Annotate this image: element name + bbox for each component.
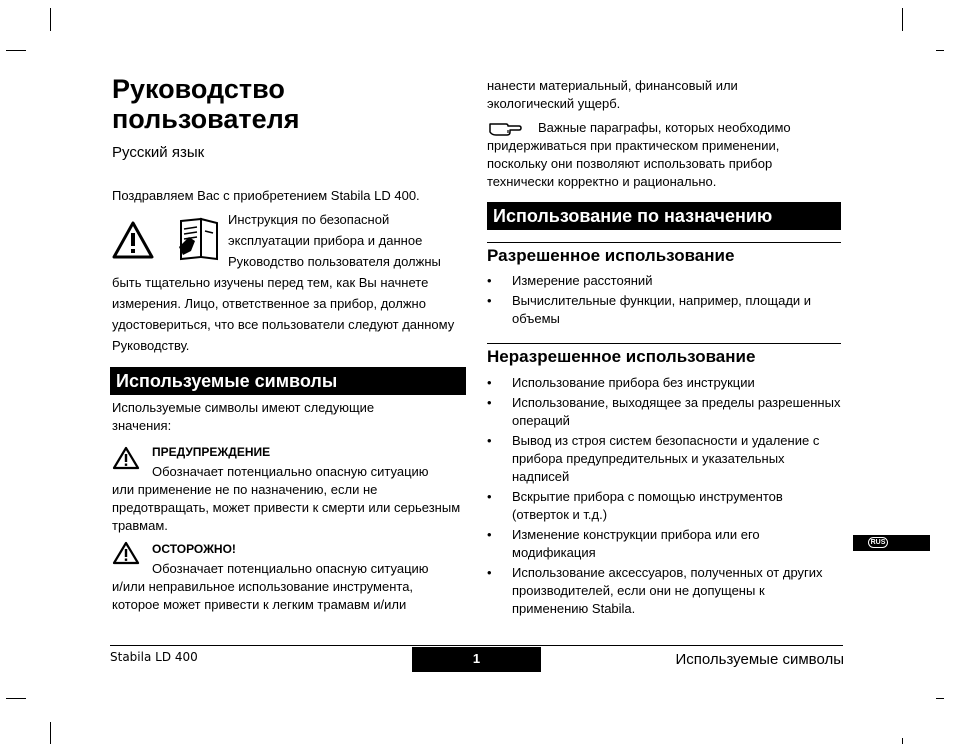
crop-mark (936, 698, 944, 699)
footer-product: Stabila LD 400 (110, 650, 198, 664)
symbols-section-heading: Используемые символы (110, 367, 466, 395)
warning-text-first: Обозначает потенциально опасную ситуацию (152, 464, 429, 479)
right-column-continuation: нанести материальный, финансовый или экологический ущерб. (487, 78, 738, 111)
list-item: • Использование прибора без инструкции (487, 374, 843, 392)
warning-text-rest: или применение не по назначению, если не предотвращать, может привести к смерти или серьезным травмам. (112, 482, 461, 533)
prohibited-use-list (487, 374, 843, 620)
crop-mark (6, 50, 26, 51)
crop-mark (6, 698, 26, 699)
caution-icon (112, 541, 140, 565)
language-tab-label: RUS (870, 539, 886, 546)
page-number: 1 (472, 651, 481, 666)
footer-section-title: Используемые символы (675, 651, 844, 668)
caution-text-rest: и/или неправильное использование инструмента, которое может привести к легким трамавм и/или (112, 579, 414, 612)
safety-text-rest: быть тщательно изучены перед тем, как Вы начнете измерения. Лицо, ответственное за прибор, должно удостовериться, что все пользователи следуют данному Руководству. (112, 275, 455, 353)
usage-section-heading: Использование по назначению (487, 202, 841, 230)
prohibited-use-heading: Неразрешенное использование (487, 343, 841, 368)
list-item: • Вычислительные функции, например, площади и объемы (487, 292, 843, 328)
safety-text-side: Инструкция по безопасной эксплуатации прибора и данное Руководство пользователя должны (228, 212, 441, 269)
crop-mark (50, 8, 51, 31)
list-item: • Использование аксессуаров, полученных от других производителей, если они не допущены к применению Stabila. (487, 564, 843, 618)
note-text: Важные параграфы, которых необходимо придерживаться при практическом применении, поскольку они позволяют использовать прибор технически корректно и рационально. (487, 120, 791, 189)
caution-text-first: Обозначает потенциально опасную ситуацию (152, 561, 429, 576)
crop-mark (902, 738, 903, 744)
crop-mark (902, 8, 903, 31)
warning-icon (112, 446, 140, 470)
intro-text: Поздравляем Вас с приобретением Stabila LD 400. (112, 188, 420, 203)
footer-rule (110, 645, 843, 646)
symbols-intro: Используемые символы имеют следующие значения: (112, 400, 375, 433)
list-item: • Изменение конструкции прибора или его модификация (487, 526, 843, 562)
warning-triangle-icon (112, 221, 154, 259)
caution-label: ОСТОРОЖНО! (152, 542, 236, 556)
list-item: • Вскрытие прибора с помощью инструментов (отверток и т.д.) (487, 488, 843, 524)
read-manual-icon (175, 217, 221, 261)
permitted-use-heading: Разрешенное использование (487, 242, 841, 267)
language-tab (853, 535, 930, 551)
crop-mark (936, 50, 944, 51)
warning-label: ПРЕДУПРЕЖДЕНИЕ (152, 445, 271, 459)
page-title: Руководство пользователя (112, 74, 300, 134)
permitted-use-list (487, 272, 843, 330)
crop-mark (50, 722, 51, 744)
language-subtitle: Русский язык (112, 144, 205, 161)
list-item: • Использование, выходящее за пределы разрешенных операций (487, 394, 843, 430)
list-item: • Вывод из строя систем безопасности и удаление с прибора предупредительных и указательных надписей (487, 432, 843, 486)
list-item: • Измерение расстояний (487, 272, 843, 290)
